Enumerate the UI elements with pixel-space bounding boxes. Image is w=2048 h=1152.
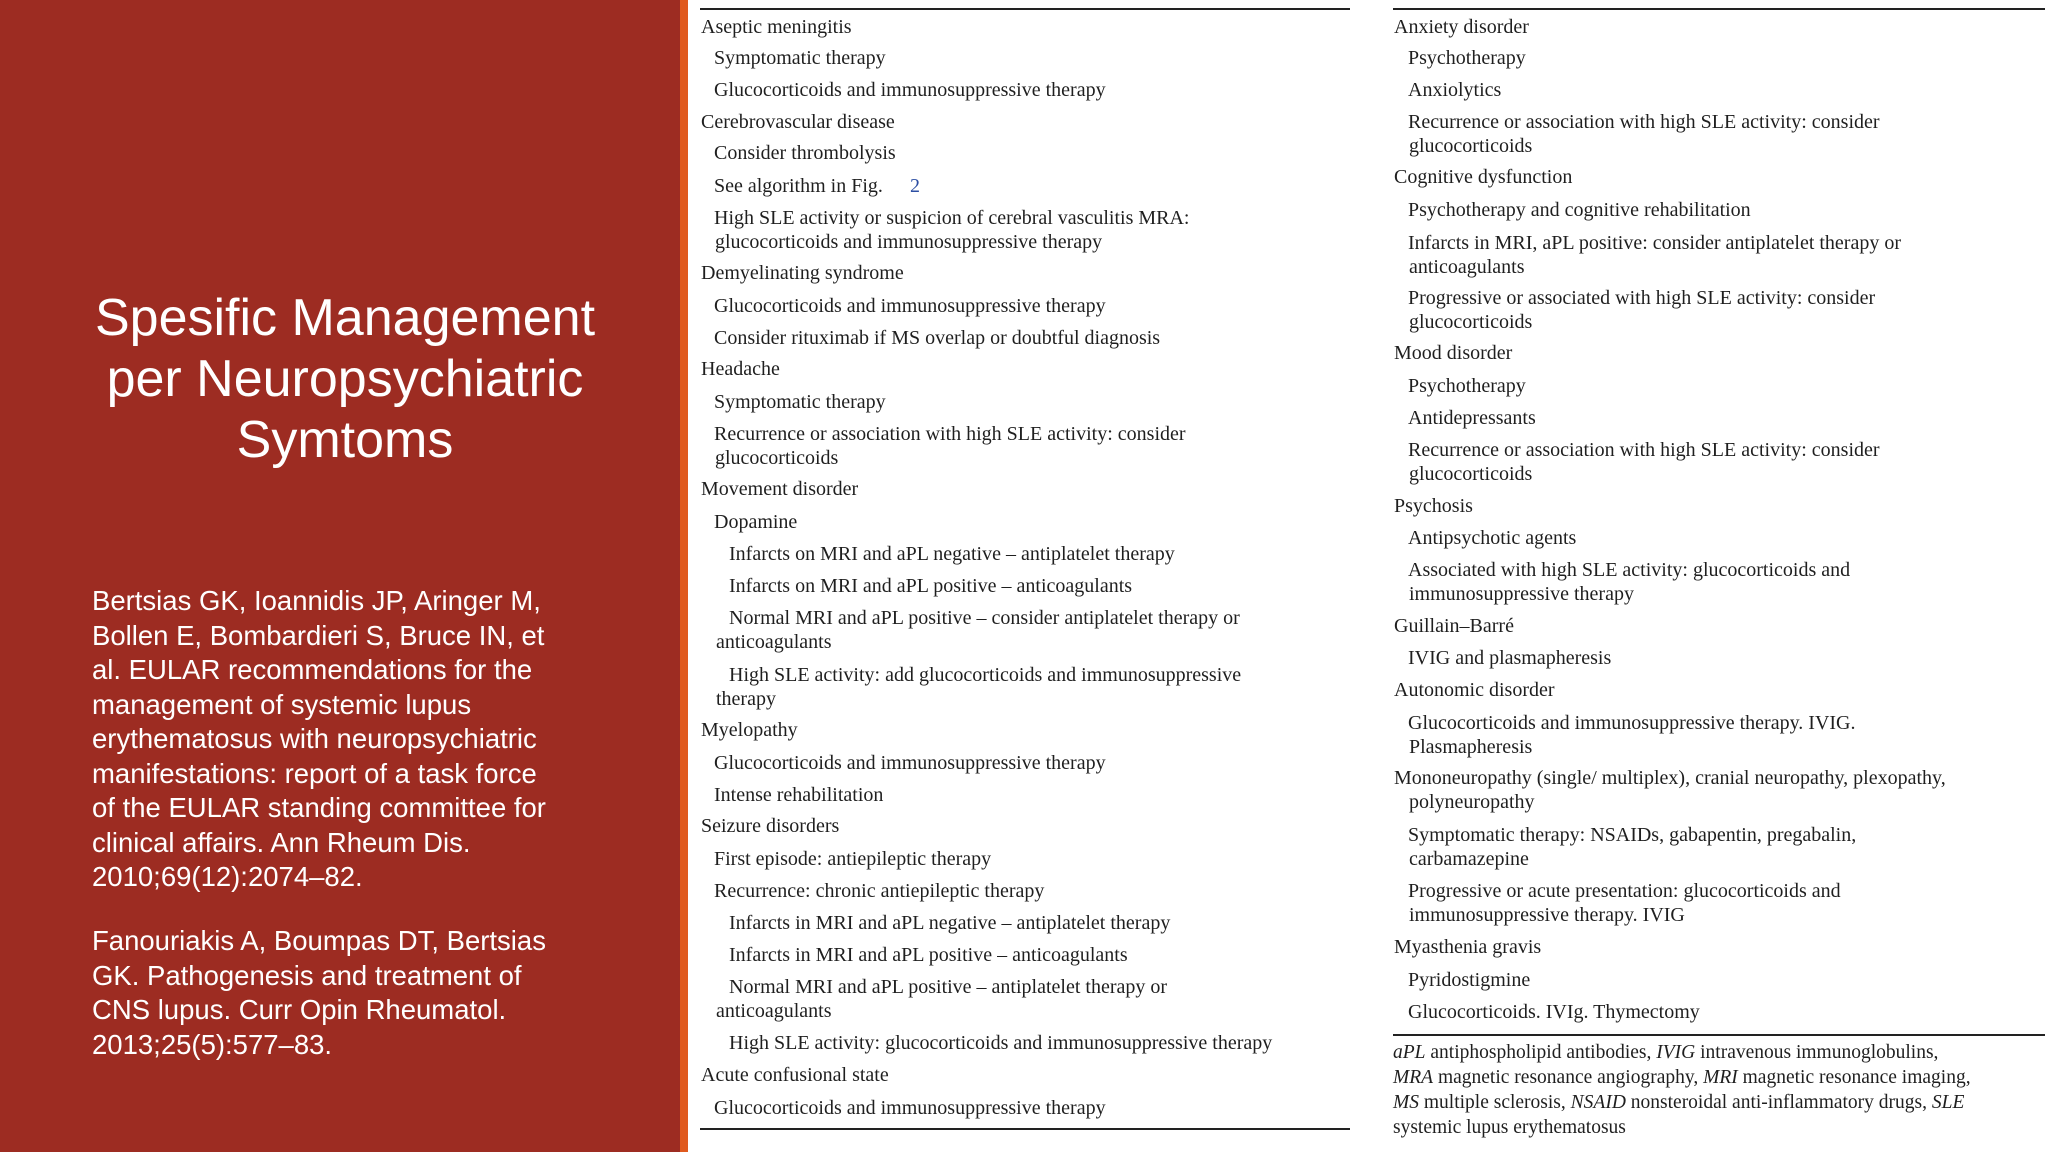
footnote-line [1393,1090,2043,1115]
title-line: Symtoms [236,411,454,469]
title-line: Spesific Management [94,289,596,347]
table-heading: Guillain–Barré [1394,615,1514,637]
table-item: glucocorticoids [1409,463,1533,485]
footnote-meaning: magnetic resonance angiography, [1433,1067,1704,1088]
reference-line: clinical affairs. Ann Rheum Dis. [92,826,471,858]
reference-line: of the EULAR standing committee for [92,792,546,823]
reference-1 [92,584,612,895]
reference-line: GK. Pathogenesis and treatment of [92,959,522,991]
table-heading: Demyelinating syndrome [701,262,904,284]
table-item: IVIG and plasmapheresis [1408,647,1612,669]
table-item: Progressive or associated with high SLE activity: consider [1408,287,1876,309]
table-item: See algorithm in Fig. [714,175,883,197]
reference-2 [92,924,612,1062]
table-item: Glucocorticoids and immunosuppressive therapy [714,752,1106,774]
table-item: anticoagulants [1409,256,1525,278]
table-item: Psychotherapy [1408,47,1526,69]
table-heading: Cerebrovascular disease [701,111,895,133]
footnote-line [1393,1040,2043,1065]
table-item: Pyridostigmine [1408,969,1531,991]
table-item: Symptomatic therapy [714,47,886,69]
table-subitem: therapy [716,688,776,710]
reference-line: Fanouriakis A, Boumpas DT, Bertsias [92,925,546,956]
table-item: Plasmapheresis [1409,736,1533,758]
table-item: Consider thrombolysis [714,142,896,164]
title-line: per Neuropsychiatric [106,350,584,408]
reference-line: Bollen E, Bombardieri S, Bruce IN, et [92,619,545,651]
table-heading: Movement disorder [701,478,859,500]
table-item: Glucocorticoids. IVIg. Thymectomy [1408,1001,1700,1023]
table-top-rule-right [1393,8,2045,10]
table-subitem: High SLE activity: add glucocorticoids and immunosuppressive [729,664,1242,686]
reference-line: Bertsias GK, Ioannidis JP, Aringer M, [92,585,541,616]
table-subitem: Normal MRI and aPL positive – antiplatelet therapy or [729,976,1168,998]
table-item: Consider rituximab if MS overlap or doubtful diagnosis [714,327,1161,349]
table-heading: Seizure disorders [701,815,840,837]
table-subitem: anticoagulants [716,1000,832,1022]
table-heading: Aseptic meningitis [701,16,852,38]
table-item: Glucocorticoids and immunosuppressive therapy [714,295,1106,317]
table-item: Glucocorticoids and immunosuppressive therapy [714,1097,1106,1119]
footnote-meaning: intravenous immunoglobulins, [1695,1042,1939,1063]
table-subitem: anticoagulants [716,631,832,653]
table-item: Associated with high SLE activity: glucocorticoids and [1408,559,1851,581]
table-item: Anxiolytics [1408,79,1502,101]
table-item: Psychotherapy and cognitive rehabilitation [1408,199,1751,221]
footnote-meaning: magnetic resonance imaging, [1737,1067,1971,1088]
reference-line: manifestations: report of a task force [92,757,537,789]
table-subitem: Infarcts in MRI and aPL positive – anticoagulants [729,944,1128,966]
table-item: First episode: antiepileptic therapy [714,848,992,870]
table-subitem: High SLE activity: glucocorticoids and immunosuppressive therapy [729,1032,1273,1054]
table-bottom-rule-left [700,1128,1350,1130]
table-heading: Myasthenia gravis [1394,936,1542,958]
table-item: Infarcts in MRI, aPL positive: consider antiplatelet therapy or [1408,232,1902,254]
table-item: Symptomatic therapy: NSAIDs, gabapentin, pregabalin, [1408,824,1857,846]
reference-line: CNS lupus. Curr Opin Rheumatol. [92,994,507,1025]
reference-line: 2013;25(5):577–83. [92,1028,333,1060]
reference-line: erythematosus with neuropsychiatric [92,723,537,754]
footnote-abbr: IVIG [1656,1042,1696,1063]
table-item: immunosuppressive therapy. IVIG [1409,904,1685,926]
footnote-meaning: multiple sclerosis, [1419,1092,1571,1113]
table-item: Recurrence or association with high SLE activity: consider [1408,439,1880,461]
figure-link[interactable]: 2 [910,175,920,197]
footnote-abbr: aPL [1393,1042,1426,1063]
footnote-abbr: MRI [1703,1067,1738,1088]
table-item: Antidepressants [1408,407,1536,429]
table-top-rule-left [700,8,1350,10]
table-footnote [1393,1040,2043,1140]
slide-title [70,288,620,471]
table-subitem: Normal MRI and aPL positive – consider antiplatelet therapy or [729,607,1240,629]
table-item: Antipsychotic agents [1408,527,1577,549]
footnote-line [1393,1065,2043,1090]
table-item: glucocorticoids [1409,311,1533,333]
table-heading: Anxiety disorder [1394,16,1529,38]
accent-bar [680,0,688,1152]
table-heading: Cognitive dysfunction [1394,166,1573,188]
table-item: Recurrence or association with high SLE activity: consider [1408,111,1880,133]
footnote-line: systemic lupus erythematosus [1393,1117,1626,1138]
table-item: Recurrence: chronic antiepileptic therapy [714,880,1045,902]
table-subitem: Infarcts on MRI and aPL positive – anticoagulants [729,575,1133,597]
table-heading: Headache [701,358,780,380]
table-item: Symptomatic therapy [714,391,886,413]
table-item: glucocorticoids [1409,135,1533,157]
table-item: Glucocorticoids and immunosuppressive therapy. IVIG. [1408,712,1856,734]
table-heading: Acute confusional state [701,1064,889,1086]
table-item: Psychotherapy [1408,375,1526,397]
table-item: Recurrence or association with high SLE activity: consider [714,423,1186,445]
footnote-meaning: nonsteroidal anti-inflammatory drugs, [1625,1092,1932,1113]
table-bottom-rule-right [1393,1034,2045,1036]
table-subitem: Infarcts on MRI and aPL negative – antiplatelet therapy [729,543,1175,565]
table-item: Progressive or acute presentation: glucocorticoids and [1408,880,1841,902]
footnote-abbr: MRA [1393,1067,1434,1088]
reference-line: al. EULAR recommendations for the [92,654,533,685]
table-heading: polyneuropathy [1409,791,1535,813]
table-item: Intense rehabilitation [714,784,884,806]
table-heading: Myelopathy [701,719,798,741]
table-heading: Mononeuropathy (single/ multiplex), cranial neuropathy, plexopathy, [1394,767,1946,789]
footnote-abbr: MS [1393,1092,1419,1113]
table-heading: Autonomic disorder [1394,679,1555,701]
table-item: carbamazepine [1409,848,1529,870]
table-item: glucocorticoids and immunosuppressive therapy [715,231,1103,253]
table-heading: Mood disorder [1394,342,1513,364]
table-item: Glucocorticoids and immunosuppressive therapy [714,79,1106,101]
table-subitem: Infarcts in MRI and aPL negative – antiplatelet therapy [729,912,1171,934]
table-item: glucocorticoids [715,447,839,469]
table-heading: Psychosis [1394,495,1473,517]
reference-line: management of systemic lupus [92,688,472,720]
table-item: High SLE activity or suspicion of cerebral vasculitis MRA: [714,207,1190,229]
table-item: immunosuppressive therapy [1409,583,1634,605]
table-item: Dopamine [714,511,798,533]
footnote-meaning: antiphospholipid antibodies, [1425,1042,1657,1063]
footnote-abbr: NSAID [1570,1092,1626,1113]
reference-line: 2010;69(12):2074–82. [92,861,363,892]
footnote-abbr: SLE [1931,1092,1965,1113]
